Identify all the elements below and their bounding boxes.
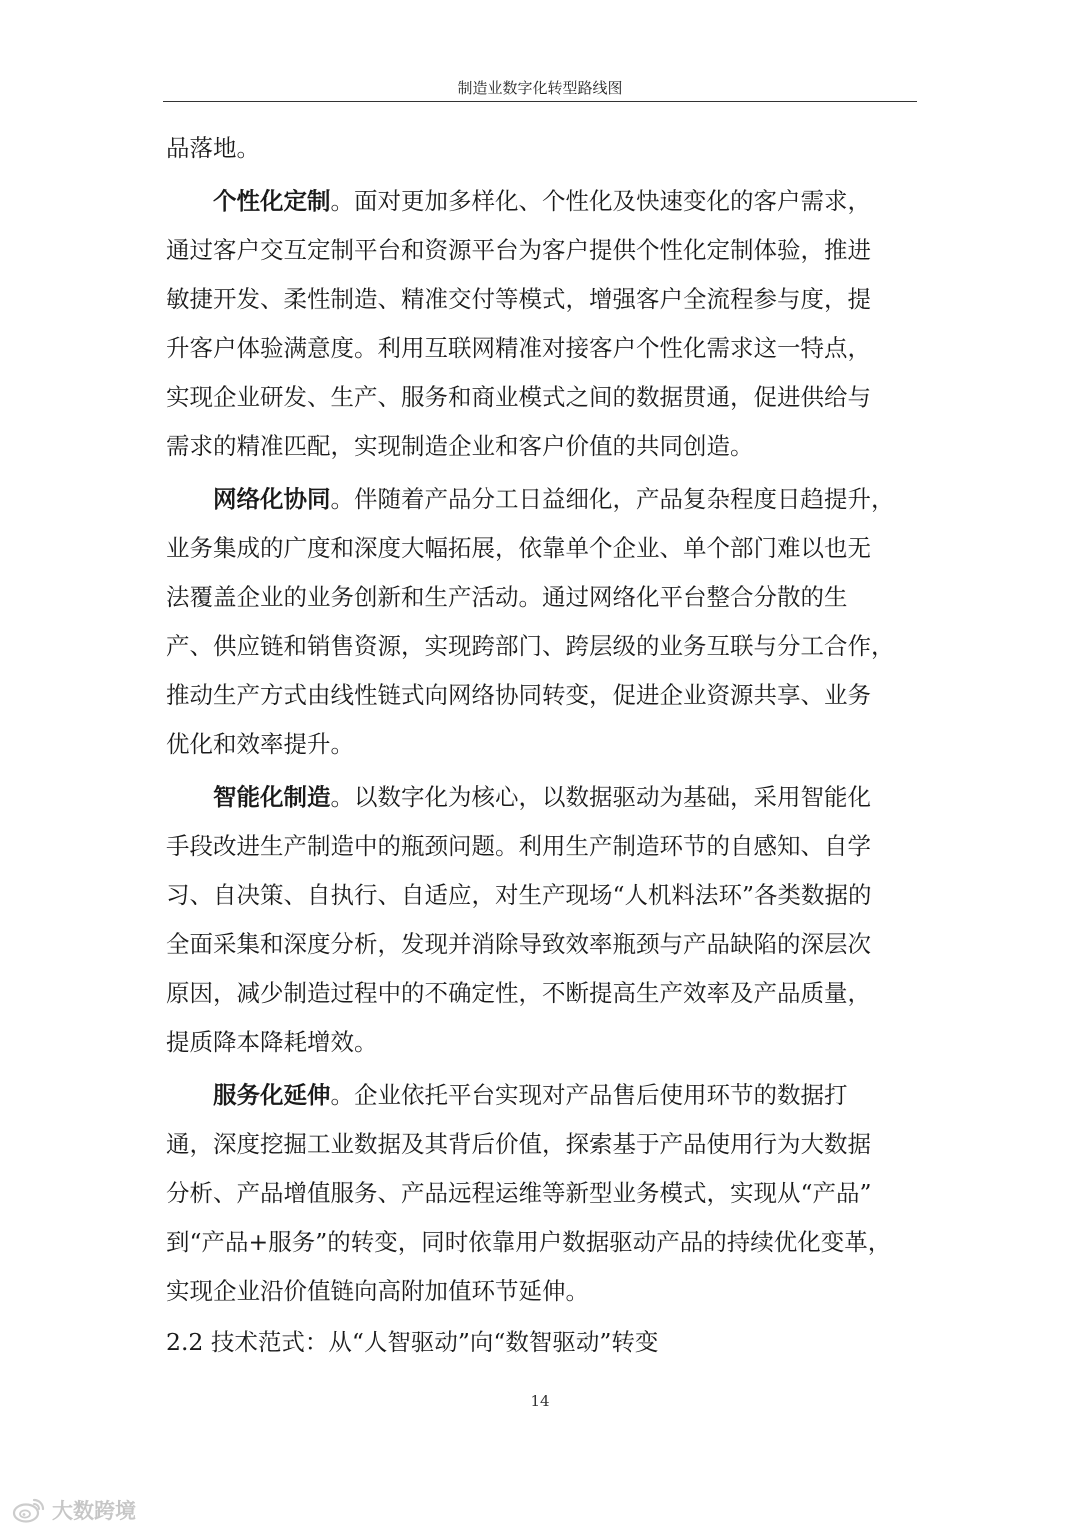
paragraph-line: 手段改进生产制造中的瓶颈问题。利用生产制造环节的自感知、自学 (166, 832, 871, 860)
document-body (166, 124, 916, 1368)
paragraph-keyword: 智能化制造 (213, 783, 331, 811)
paragraph-line: 提质降本降耗增效。 (166, 1028, 378, 1056)
header-divider (163, 101, 917, 102)
paragraph-first-line (166, 177, 916, 226)
continuation-line: 品落地。 (166, 134, 260, 162)
section-heading: 2.2 技术范式：从“人智驱动”向“数智驱动”转变 (166, 1328, 659, 1356)
paragraph-line: 优化和效率提升。 (166, 730, 354, 758)
paragraph-line: 敏捷开发、柔性制造、精准交付等模式，增强客户全流程参与度，提 (166, 285, 871, 313)
paragraph-line: 实现企业沿价值链向高附加值环节延伸。 (166, 1277, 589, 1305)
paragraph-text: 。面对更加多样化、个性化及快速变化的客户需求， (330, 187, 871, 215)
paragraph-networked-collaboration (166, 475, 916, 769)
paragraph-line: 到“产品+服务”的转变，同时依靠用户数据驱动产品的持续优化变革， (166, 1228, 892, 1256)
page-number: 14 (530, 1392, 550, 1410)
paragraph-line: 分析、产品增值服务、产品远程运维等新型业务模式，实现从“产品” (166, 1179, 872, 1207)
paragraph-line: 产、供应链和销售资源，实现跨部门、跨层级的业务互联与分工合作， (166, 632, 895, 660)
paragraph-keyword: 网络化协同 (213, 485, 331, 513)
paragraph-line: 习、自决策、自执行、自适应，对生产现场“人机料法环”各类数据的 (166, 881, 872, 909)
paragraph-personalized-customization (166, 177, 916, 471)
watermark (12, 1496, 136, 1524)
paragraph-keyword: 个性化定制 (213, 187, 331, 215)
paragraph-line: 通过客户交互定制平台和资源平台为客户提供个性化定制体验，推进 (166, 236, 871, 264)
paragraph-text: 。以数字化为核心，以数据驱动为基础，采用智能化 (330, 783, 871, 811)
paragraph-line: 法覆盖企业的业务创新和生产活动。通过网络化平台整合分散的生 (166, 583, 848, 611)
paragraph-line: 通，深度挖掘工业数据及其背后价值，探索基于产品使用行为大数据 (166, 1130, 871, 1158)
paragraph-intelligent-manufacturing (166, 773, 916, 1067)
paragraph-line: 全面采集和深度分析，发现并消除导致效率瓶颈与产品缺陷的深层次 (166, 930, 871, 958)
paragraph-line: 原因，减少制造过程中的不确定性，不断提高生产效率及产品质量， (166, 979, 871, 1007)
paragraph-line: 推动生产方式由线性链式向网络协同转变，促进企业资源共享、业务 (166, 681, 871, 709)
paragraph-line: 升客户体验满意度。利用互联网精准对接客户个性化需求这一特点， (166, 334, 871, 362)
paragraph-line: 需求的精准匹配，实现制造企业和客户价值的共同创造。 (166, 432, 754, 460)
paragraph-text: 。企业依托平台实现对产品售后使用环节的数据打 (330, 1081, 848, 1109)
paragraph-line: 实现企业研发、生产、服务和商业模式之间的数据贯通，促进供给与 (166, 383, 871, 411)
paragraph-first-line (166, 1071, 916, 1120)
running-header: 制造业数字化转型路线图 (457, 79, 623, 97)
paragraph-line: 业务集成的广度和深度大幅拓展，依靠单个企业、单个部门难以也无 (166, 534, 871, 562)
paragraph-text: 。伴随着产品分工日益细化，产品复杂程度日趋提升， (330, 485, 895, 513)
paragraph-first-line (166, 475, 916, 524)
paragraph-keyword: 服务化延伸 (213, 1081, 331, 1109)
paragraph-service-extension (166, 1071, 916, 1316)
paragraph-first-line (166, 773, 916, 822)
weibo-logo-icon (12, 1497, 46, 1523)
watermark-text: 大数跨境 (52, 1499, 136, 1523)
